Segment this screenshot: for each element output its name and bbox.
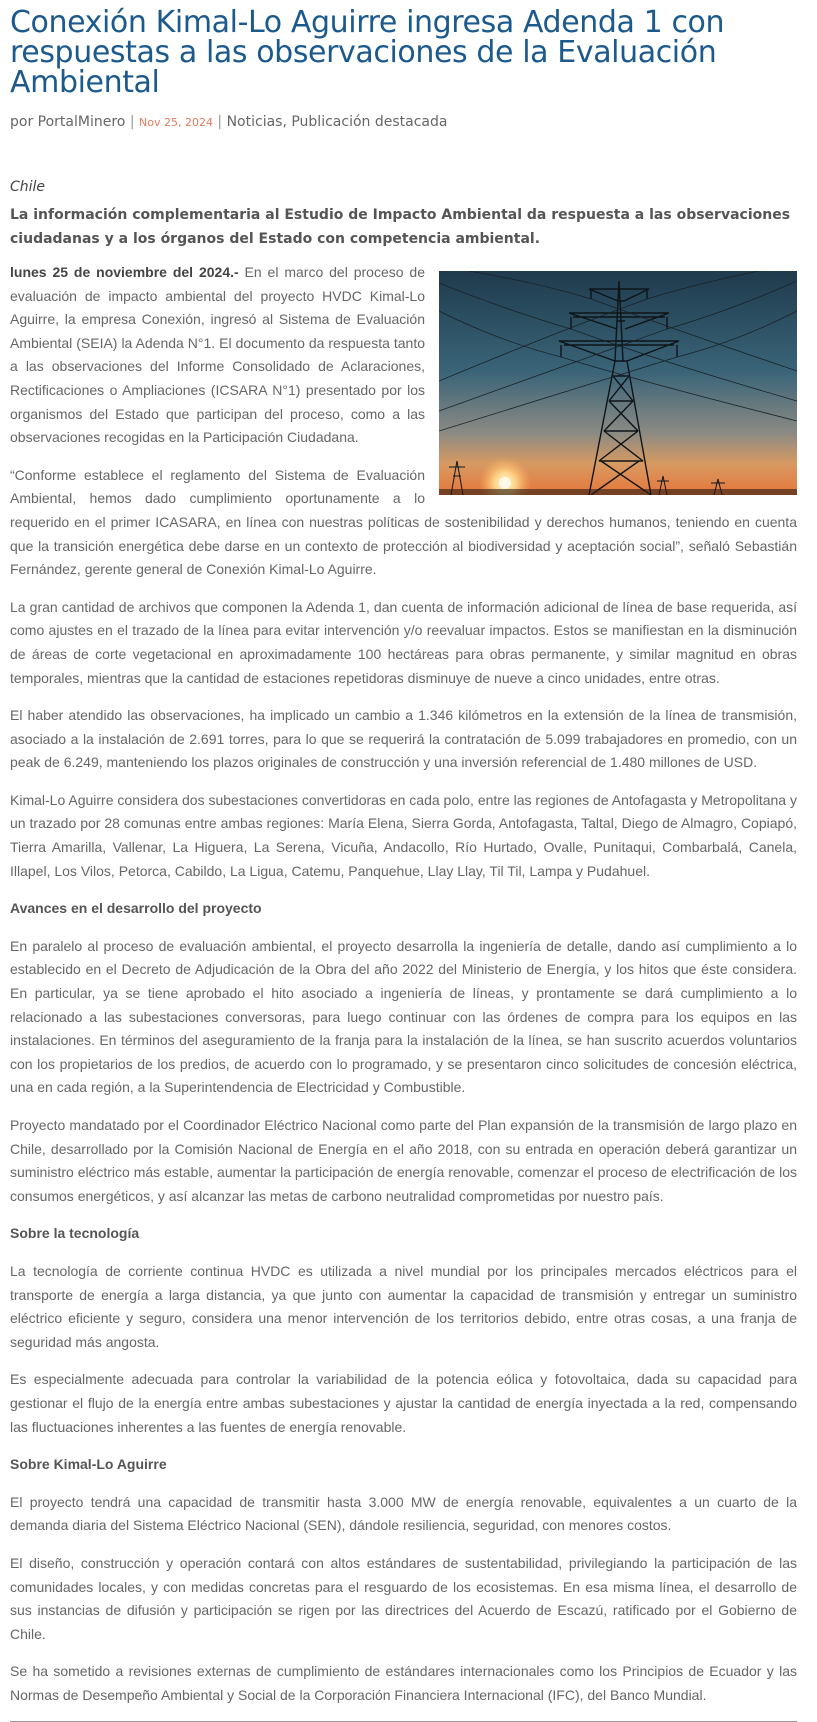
paragraph: La gran cantidad de archivos que componen la Adenda 1, dan cuenta de información adicional de línea de base requerida, así como ajustes en el trazado de la línea para evitar intervención y/o reevaluar impactos. Estos se manifiestan en la disminución de áreas de corte vegetacional en aproximadamente 100 hectáreas para obras permanente, y similar magnitud en obras temporales, mientras que la cantidad de estaciones repetidoras disminuye de nueve a cinco unidades, entre otras. — [10, 598, 797, 686]
section-heading: Sobre Kimal-Lo Aguirre — [10, 1456, 167, 1473]
section-heading: Sobre la tecnología — [10, 1225, 140, 1242]
paragraph: El haber atendido las observaciones, ha implicado un cambio a 1.346 kilómetros en la extensión de la línea de transmisión, asociado a la instalación de 2.691 torres, para lo que se requerirá la contratación de 5.099 trabajadores en promedio, con un peak de 6.249, manteniendo los plazos originales de construcción y una inversión referencial de 1.480 millones de USD. — [10, 707, 797, 771]
article-body — [10, 261, 797, 1707]
dateline: lunes 25 de noviembre del 2024.- — [10, 264, 239, 280]
country-label: Chile — [10, 179, 46, 195]
author-link[interactable]: PortalMinero — [37, 114, 126, 130]
paragraph: En paralelo al proceso de evaluación ambiental, el proyecto desarrolla la ingeniería de detalle, dando así cumplimiento a lo establecido en el Decreto de Adjudicación de la Obra del año 2022 del Ministerio de Energía, y los hitos que éste considera. En particular, ya se tiene aprobado el hito asociado a ingeniería de líneas, y prontamente se dará cumplimiento a lo relacionado a las subestaciones conversoras, para luego continuar con las órdenes de compra para los equipos en las instalaciones. En términos del aseguramiento de la franja para la instalación de la línea, se han suscrito acuerdos voluntarios con los propietarios de los predios, de acuerdo con lo programado, y se presentaron cinco solicitudes de concesión eléctrica, una en cada región, a la Superintendencia de Electricidad y Combustible. — [10, 937, 797, 1096]
paragraph: Kimal-Lo Aguirre considera dos subestaciones convertidoras en cada polo, entre las regiones de Antofagasta y Metropolitana y un trazado por 28 comunas entre ambas regiones: María Elena, Sierra Gorda, Antofagasta, Taltal, Diego de Almagro, Copiapó, Tierra Amarilla, Vallenar, La Higuera, La Serena, Vicuña, Andacollo, Río Hurtado, Ovalle, Punitaqui, Combarbalá, Canela, Illapel, Los Vilos, Petorca, Cabildo, La Ligua, Catemu, Panquehue, Llay Llay, Til Til, Lampa y Pudahuel. — [10, 791, 797, 879]
meta-separator: | — [217, 114, 223, 130]
transmission-tower-photo — [439, 271, 797, 495]
article-title: Conexión Kimal-Lo Aguirre ingresa Adenda 1 con respuestas a las observaciones de la Evaluación Ambiental — [10, 5, 725, 100]
paragraph: La tecnología de corriente continua HVDC es utilizada a nivel mundial por los principales mercados eléctricos para el transporte de energía a larga distancia, ya que junto con aumentar la capacidad de transmisión y entregar un suministro eléctrico eficiente y seguro, considera una menor intervención de los territorios debido, entre otras cosas, a una franja de seguridad más angosta. — [10, 1262, 797, 1350]
meta-separator: | — [129, 114, 135, 130]
paragraph: El diseño, construcción y operación contará con altos estándares de sustentabilidad, privilegiando la participación de las comunidades locales, y con medidas concretas para el resguardo de los ecosistemas. En esa misma línea, el desarrollo de sus instancias de difusión y participación se rigen por las directrices del Acuerdo de Escazú, ratificado por el Gobierno de Chile. — [10, 1554, 797, 1642]
post-meta — [10, 112, 797, 133]
article — [0, 5, 797, 1722]
categories-links[interactable]: Noticias, Publicación destacada — [226, 114, 448, 130]
paragraph: “Conforme establece el reglamento del Sistema de Evaluación Ambiental, hemos dado cumplimiento oportunamente a lo requerido en el primer ICASARA, en línea con nuestras políticas de sostenibilidad y derechos humanos, teniendo en cuenta que la transición energética debe darse en un contexto de protección al biodiversidad y aceptación social”, señaló Sebastián Fernández, gerente general de Conexión Kimal-Lo Aguirre. — [10, 466, 797, 578]
paragraph: Se ha sometido a revisiones externas de cumplimiento de estándares internacionales como los Principios de Ecuador y las Normas de Desempeño Ambiental y Social de la Corporación Financiera Internacional (IFC), del Banco Mundial. — [10, 1663, 797, 1703]
lead-paragraph: La información complementaria al Estudio de Impacto Ambiental da respuesta a las observaciones ciudadanas y a los órganos del Estado con competencia ambiental. — [10, 207, 791, 247]
byline-prefix: por — [10, 114, 34, 130]
section-heading: Avances en el desarrollo del proyecto — [10, 900, 262, 917]
paragraph: Proyecto mandatado por el Coordinador Eléctrico Nacional como parte del Plan expansión de la transmisión de largo plazo en Chile, desarrollado por la Comisión Nacional de Energía en el año 2018, con su entrada en operación deberá garantizar un suministro eléctrico más estable, aumentar la participación de energía renovable, comenzar el proceso de electrificación de los consumos energéticos, y así alcanzar las metas de carbono neutralidad comprometidas por nuestro país. — [10, 1117, 797, 1204]
paragraph-text: En el marco del proceso de evaluación de impacto ambiental del proyecto HVDC Kimal-Lo Aguirre, la empresa Conexión, ingresó al Sistema de Evaluación Ambiental (SEIA) la Adenda N°1. El documento da respuesta tanto a las observaciones del Informe Consolidado de Aclaraciones, Rectificaciones o Ampliaciones (ICSARA N°1) presentado por los organismos del Estado que participan del proceso, como a las observaciones recogidas en la Participación Ciudadana. — [10, 264, 425, 446]
paragraph: El proyecto tendrá una capacidad de transmitir hasta 3.000 MW de energía renovable, equivalentes a un cuarto de la demanda diaria del Sistema Eléctrico Nacional (SEN), dándole resiliencia, seguridad, con menores costos. — [10, 1493, 797, 1534]
paragraph: Es especialmente adecuada para controlar la variabilidad de la potencia eólica y fotovoltaica, dada su capacidad para gestionar el flujo de la energía entre ambas subestaciones y ajustar la cantidad de energía inyectada a la red, compensando las fluctuaciones inherentes a las fuentes de energía renovable. — [10, 1371, 797, 1435]
post-date: Nov 25, 2024 — [139, 116, 213, 129]
